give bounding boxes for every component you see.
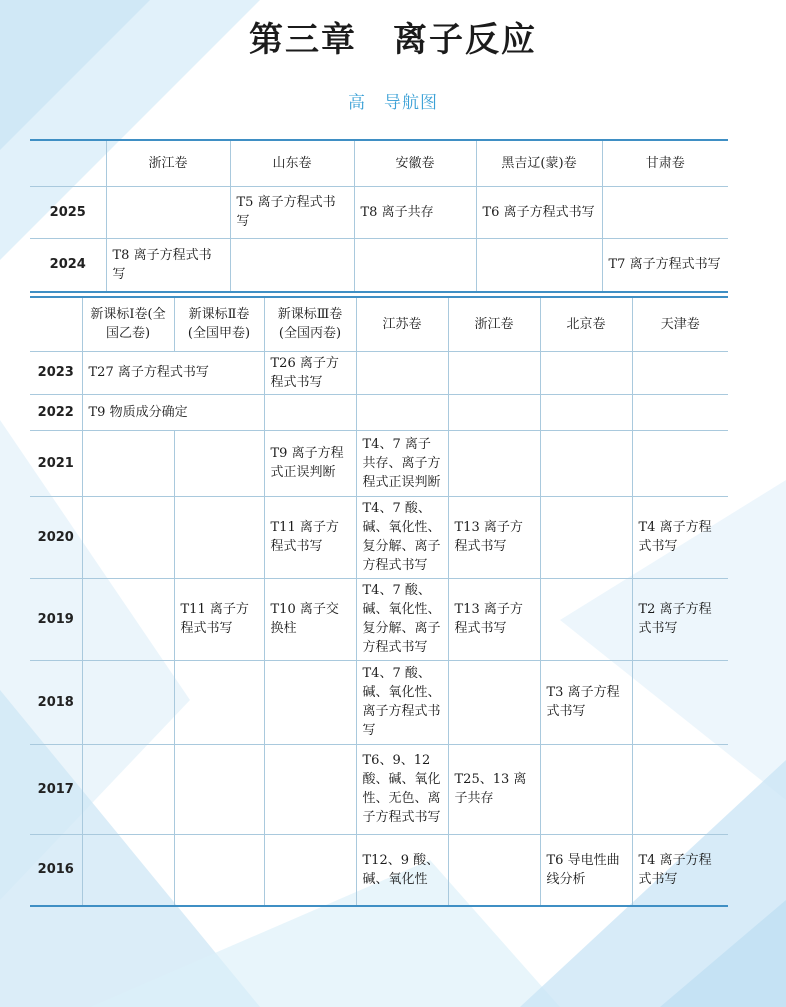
table-cell: T6、9、12 酸、碱、氧化性、无色、离子方程式书写 [356,744,448,834]
table-row [30,186,728,238]
table-header-row [30,140,728,186]
table-cell: T12、9 酸、碱、氧化性 [356,834,448,906]
year-cell: 2022 [30,394,82,430]
table-cell: T4、7 离子共存、离子方程式正误判断 [356,430,448,496]
table-cell [82,834,174,906]
header-zhejiang: 浙江卷 [448,297,540,351]
table-cell [476,238,602,292]
table-cell [448,430,540,496]
table-cell [264,394,356,430]
year-cell: 2024 [30,238,106,292]
table-cell [632,660,728,744]
header-xinkebiao-1: 新课标Ⅰ卷(全国乙卷) [82,297,174,351]
table-cell [632,430,728,496]
header-cell-empty [30,140,106,186]
year-cell: 2016 [30,834,82,906]
table-cell [540,578,632,660]
header-zhejiang: 浙江卷 [106,140,230,186]
table-cell: T25、13 离子共存 [448,744,540,834]
table-cell [82,578,174,660]
header-jiangsu: 江苏卷 [356,297,448,351]
table-cell [174,496,264,578]
table-cell [540,744,632,834]
table-cell [230,238,354,292]
table-cell: T6 离子方程式书写 [476,186,602,238]
year-cell: 2023 [30,351,82,394]
table-row [30,660,728,744]
table-cell [106,186,230,238]
table-cell: T8 离子共存 [354,186,476,238]
table-cell: T6 导电性曲线分析 [540,834,632,906]
table-cell: T4 离子方程式书写 [632,496,728,578]
table-row [30,351,728,394]
table-cell: T2 离子方程式书写 [632,578,728,660]
table-cell: T11 离子方程式书写 [174,578,264,660]
chapter-title: 第三章 离子反应 [249,20,537,60]
table-cell: T4、7 酸、碱、氧化性、离子方程式书写 [356,660,448,744]
table-cell [174,660,264,744]
table-cell [264,744,356,834]
exam-table-2016-2023 [30,296,728,907]
table-cell [632,744,728,834]
table-row [30,430,728,496]
header-xinkebiao-3: 新课标Ⅲ卷(全国丙卷) [264,297,356,351]
table-cell [540,496,632,578]
table-cell [448,834,540,906]
header-shandong: 山东卷 [230,140,354,186]
header-cell-empty [30,297,82,351]
table-cell [82,660,174,744]
year-cell: 2018 [30,660,82,744]
table-cell: T7 离子方程式书写 [602,238,728,292]
table-cell: T4、7 酸、碱、氧化性、复分解、离子方程式书写 [356,578,448,660]
header-xinkebiao-2: 新课标Ⅱ卷(全国甲卷) [174,297,264,351]
year-cell: 2021 [30,430,82,496]
table-cell [448,660,540,744]
table-cell: T8 离子方程式书写 [106,238,230,292]
table-cell [82,496,174,578]
table-cell [264,834,356,906]
year-cell: 2019 [30,578,82,660]
table-row [30,834,728,906]
table-cell [356,394,448,430]
year-cell: 2025 [30,186,106,238]
table-cell [174,834,264,906]
year-cell: 2017 [30,744,82,834]
table-cell: T11 离子方程式书写 [264,496,356,578]
table-row [30,744,728,834]
table-cell: T4、7 酸、碱、氧化性、复分解、离子方程式书写 [356,496,448,578]
year-cell: 2020 [30,496,82,578]
table-cell [356,351,448,394]
table-cell [448,394,540,430]
table-cell [632,394,728,430]
header-tianjin: 天津卷 [632,297,728,351]
table-header-row [30,297,728,351]
table-row [30,394,728,430]
table-cell: T9 物质成分确定 [82,394,264,430]
table-row [30,496,728,578]
table-row [30,578,728,660]
table-cell [632,351,728,394]
table-cell [602,186,728,238]
table-cell: T10 离子交换柱 [264,578,356,660]
table-cell: T13 离子方程式书写 [448,578,540,660]
table-cell [82,430,174,496]
header-anhui: 安徽卷 [354,140,476,186]
table-cell [448,351,540,394]
table-row [30,238,728,292]
table-cell: T26 离子方程式书写 [264,351,356,394]
table-cell [540,394,632,430]
table-cell [174,744,264,834]
table-cell [540,430,632,496]
table-cell: T13 离子方程式书写 [448,496,540,578]
header-beijing: 北京卷 [540,297,632,351]
header-heijiliao: 黑吉辽(蒙)卷 [476,140,602,186]
table-cell [540,351,632,394]
table-cell [264,660,356,744]
table-cell [174,430,264,496]
table-cell: T9 离子方程式正误判断 [264,430,356,496]
table-cell: T3 离子方程式书写 [540,660,632,744]
exam-table-2024-2025 [30,139,728,293]
table-cell [354,238,476,292]
table-cell: T5 离子方程式书写 [230,186,354,238]
table-cell [82,744,174,834]
table-cell: T4 离子方程式书写 [632,834,728,906]
header-gansu: 甘肃卷 [602,140,728,186]
table-cell: T27 离子方程式书写 [82,351,264,394]
page-subtitle: 高 导航图 [348,93,438,113]
